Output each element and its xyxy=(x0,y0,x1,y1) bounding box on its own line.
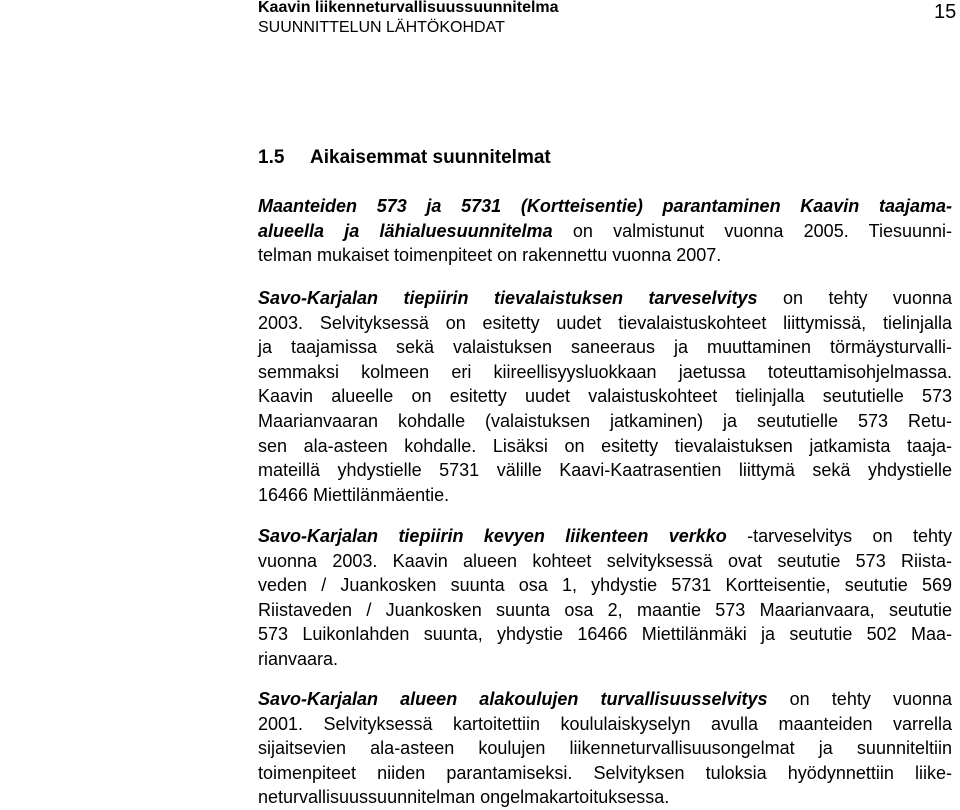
document-title-ref: Savo-Karjalan tiepiirin kevyen liikenteen verkko xyxy=(258,526,727,546)
paragraph-line: sen ala-asteen kohdalle. Lisäksi on esitetty tievalaistuksen jatkamista taaja- xyxy=(258,435,952,456)
section-title: Aikaisemmat suunnitelmat xyxy=(310,147,551,168)
paragraph-line xyxy=(258,687,952,712)
paragraph-line: ja taajamissa sekä valaistuksen saneeraus ja muuttaminen törmäysturvalli- xyxy=(258,337,952,358)
paragraph-line: neturvallisuussuunnitelman ongelmakartoituksessa. xyxy=(258,787,670,808)
paragraph-line: 573 Luikonlahden suunta, yhdystie 16466 Miettilänmäki ja seututie 502 Maa- xyxy=(258,624,952,645)
paragraph-line: semmaksi kolmeen eri kiireellisyysluokkaan jaetussa toteuttamisohjelmassa. xyxy=(258,361,952,382)
paragraph-line: 2003. Selvityksessä on esitetty uudet tievalaistuskohteet liittymissä, tielinjalla xyxy=(258,312,952,333)
paragraph-line: 2001. Selvityksessä kartoitettiin koululaiskyselyn avulla maanteiden varrella xyxy=(258,713,952,734)
paragraph-line: rianvaara. xyxy=(258,648,339,669)
paragraph-line: Riistaveden / Juankosken suunta osa 2, maantie 573 Maarianvaara, seututie xyxy=(258,599,952,620)
paragraph-line: vuonna 2003. Kaavin alueen kohteet selvityksessä ovat seututie 573 Riista- xyxy=(258,550,952,571)
paragraph-line: Maarianvaaran kohdalle (valaistuksen jatkaminen) ja seututielle 573 Retu- xyxy=(258,410,952,431)
paragraph-line xyxy=(258,219,952,244)
paragraph-line xyxy=(258,286,952,311)
paragraph-line xyxy=(258,524,952,549)
paragraph-line: Maanteiden 573 ja 5731 (Kortteisentie) parantaminen Kaavin taajama- xyxy=(258,196,952,216)
section-heading xyxy=(258,146,551,170)
document-title-ref: alueella ja lähialuesuunnitelma xyxy=(258,220,553,241)
chapter-title: SUUNNITTELUN LÄHTÖKOHDAT xyxy=(258,19,505,36)
document-title-ref: Savo-Karjalan tiepiirin tievalaistuksen tarveselvitys xyxy=(258,288,758,308)
document-title: Kaavin liikenneturvallisuussuunnitelma xyxy=(258,0,559,16)
paragraph-text: on tehty vuonna xyxy=(757,288,952,308)
paragraph-line: veden / Juankosken suunta osa 1, yhdystie 5731 Kortteisentie, seututie 569 xyxy=(258,575,952,596)
section-number: 1.5 xyxy=(258,147,285,168)
paragraph-alakoulut xyxy=(258,687,952,810)
paragraph-line: 16466 Miettilänmäentie. xyxy=(258,484,450,505)
paragraph-line: toimenpiteet niiden parantamiseksi. Selvityksen tuloksia hyödynnettiin liike- xyxy=(258,762,952,783)
paragraph-tievalaistus xyxy=(258,286,952,507)
paragraph-line: telman mukaiset toimenpiteet on rakennettu vuonna 2007. xyxy=(258,245,722,266)
document-title-ref: Savo-Karjalan alueen alakoulujen turvallisuusselvitys xyxy=(258,689,768,709)
paragraph-text: on tehty vuonna xyxy=(767,689,952,709)
paragraph-line: Kaavin alueelle on esitetty uudet valaistuskohteet tielinjalla seututielle 573 xyxy=(258,386,952,407)
paragraph-line: sijaitsevien ala-asteen koulujen liikenneturvallisuusongelmat ja suunniteltiin xyxy=(258,738,952,759)
page-number: 15 xyxy=(934,1,957,23)
paragraph-line: mateillä yhdystielle 5731 välille Kaavi-Kaatrasentien liittymä sekä yhdystielle xyxy=(258,460,952,481)
paragraph-kevyt-liikenne xyxy=(258,524,952,672)
paragraph-maanteiden xyxy=(258,194,952,268)
paragraph-text: -tarveselvitys on tehty xyxy=(726,526,952,546)
paragraph-text: on valmistunut vuonna 2005. Tiesuunni- xyxy=(552,220,952,241)
